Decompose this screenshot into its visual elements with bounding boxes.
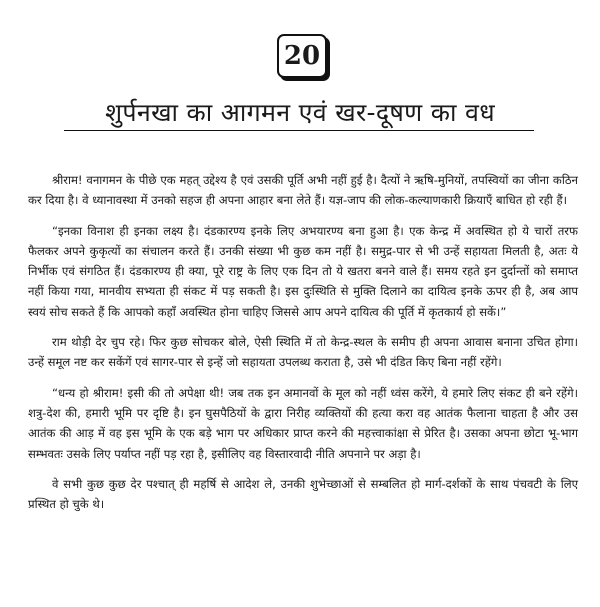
title-underline (64, 130, 534, 131)
chapter-body (28, 170, 578, 524)
paragraph-5: वे सभी कुछ कुछ देर पश्चात् ही महर्षि से आदेश ले, उनकी शुभेच्छाओं से सम्बलित हो मार्ग-दर्शकों के साथ पंचवटी के लिए प्रस्थित हो चुके थे। (28, 476, 578, 512)
paragraph-3: राम थोड़ी देर चुप रहे। फिर कुछ सोचकर बोले, ऐसी स्थिति में तो केन्द्र-स्थल के समीप ही अपना आवास बनाना उचित होगा। उन्हें समूल नष्ट कर सकेंगें एवं सागर-पार से इन्हें जो सहायता उपलब्ध कराता है, उसे भी दंडित किए बिना नहीं रहेंगे। (28, 335, 578, 370)
paragraph-1: श्रीराम! वनागमन के पीछे एक महत् उद्देश्य है एवं उसकी पूर्ति अभी नहीं हुई है। दैत्यों ने ऋषि-मुनियों, तपस्वियों का जीना कठिन कर दिया है। वे ध्यानावस्था में उनको सहज ही अपना आहार बना लेते हैं। यज्ञ-जाप की लोक-कल्याणकारी क्रियाएँ बाधित हो रही हैं। (28, 173, 578, 208)
chapter-number: 20 (283, 41, 321, 71)
paragraph-2: “इनका विनाश ही इनका लक्ष्य है। दंडकारण्य इनके लिए अभयारण्य बना हुआ है। एक केन्द्र में अवस्थित हो ये चारों तरफ फैलकर अपने कुकृत्यों का संचालन करते हैं। उनकी संख्या भी कुछ कम नहीं है। समुद्र-पार से भी उन्हें सहायता मिलती है, अतः ये निर्भीक एवं संगठित हैं। दंडकारण्य ही क्या, पूरे राष्ट्र के लिए एक दिन तो ये खतरा बनने वाले हैं। समय रहते इन दुर्दान्तों को समाप्त नहीं किया गया, मानवीय सभ्यता ही संकट में पड़ सकती है। इस दुःस्थिति से मुक्ति दिलाने का दायित्व इनके ऊपर ही है, अब आप स्वयं सोच सकते हैं कि आपको कहाँ अवस्थित होना चाहिए जिससे आप अपने दायित्व की पूर्ति में कृतकार्य हो सकें।” (28, 223, 578, 319)
paragraph-4: “धन्य हो श्रीराम! इसी की तो अपेक्षा थी! जब तक इन अमानवों के मूल को नहीं ध्वंस करेंगे, ये हमारे लिए संकट ही बने रहेंगे। शत्रु-देश की, हमारी भूमि पर दृष्टि है। इन घुसपैठियों के द्वारा निरीह व्यक्तियों की हत्या करा वह आतंक फैलाना चाहता है और उस आतंक की आड़ में वह इस भूमि के एक बड़े भाग पर अधिकार प्राप्त करने की महत्त्वाकांक्षा से प्रेरित है। उसका अपना छोटा भू-भाग सम्भवतः उसके लिए पर्याप्त नहीं पड़ रहा है, इसीलिए वह विस्तारवादी नीति अपनाने पर अड़ा है। (28, 385, 578, 461)
chapter-number-badge (277, 34, 327, 78)
chapter-title: शुर्पनखा का आगमन एवं खर-दूषण का वध (105, 98, 495, 127)
